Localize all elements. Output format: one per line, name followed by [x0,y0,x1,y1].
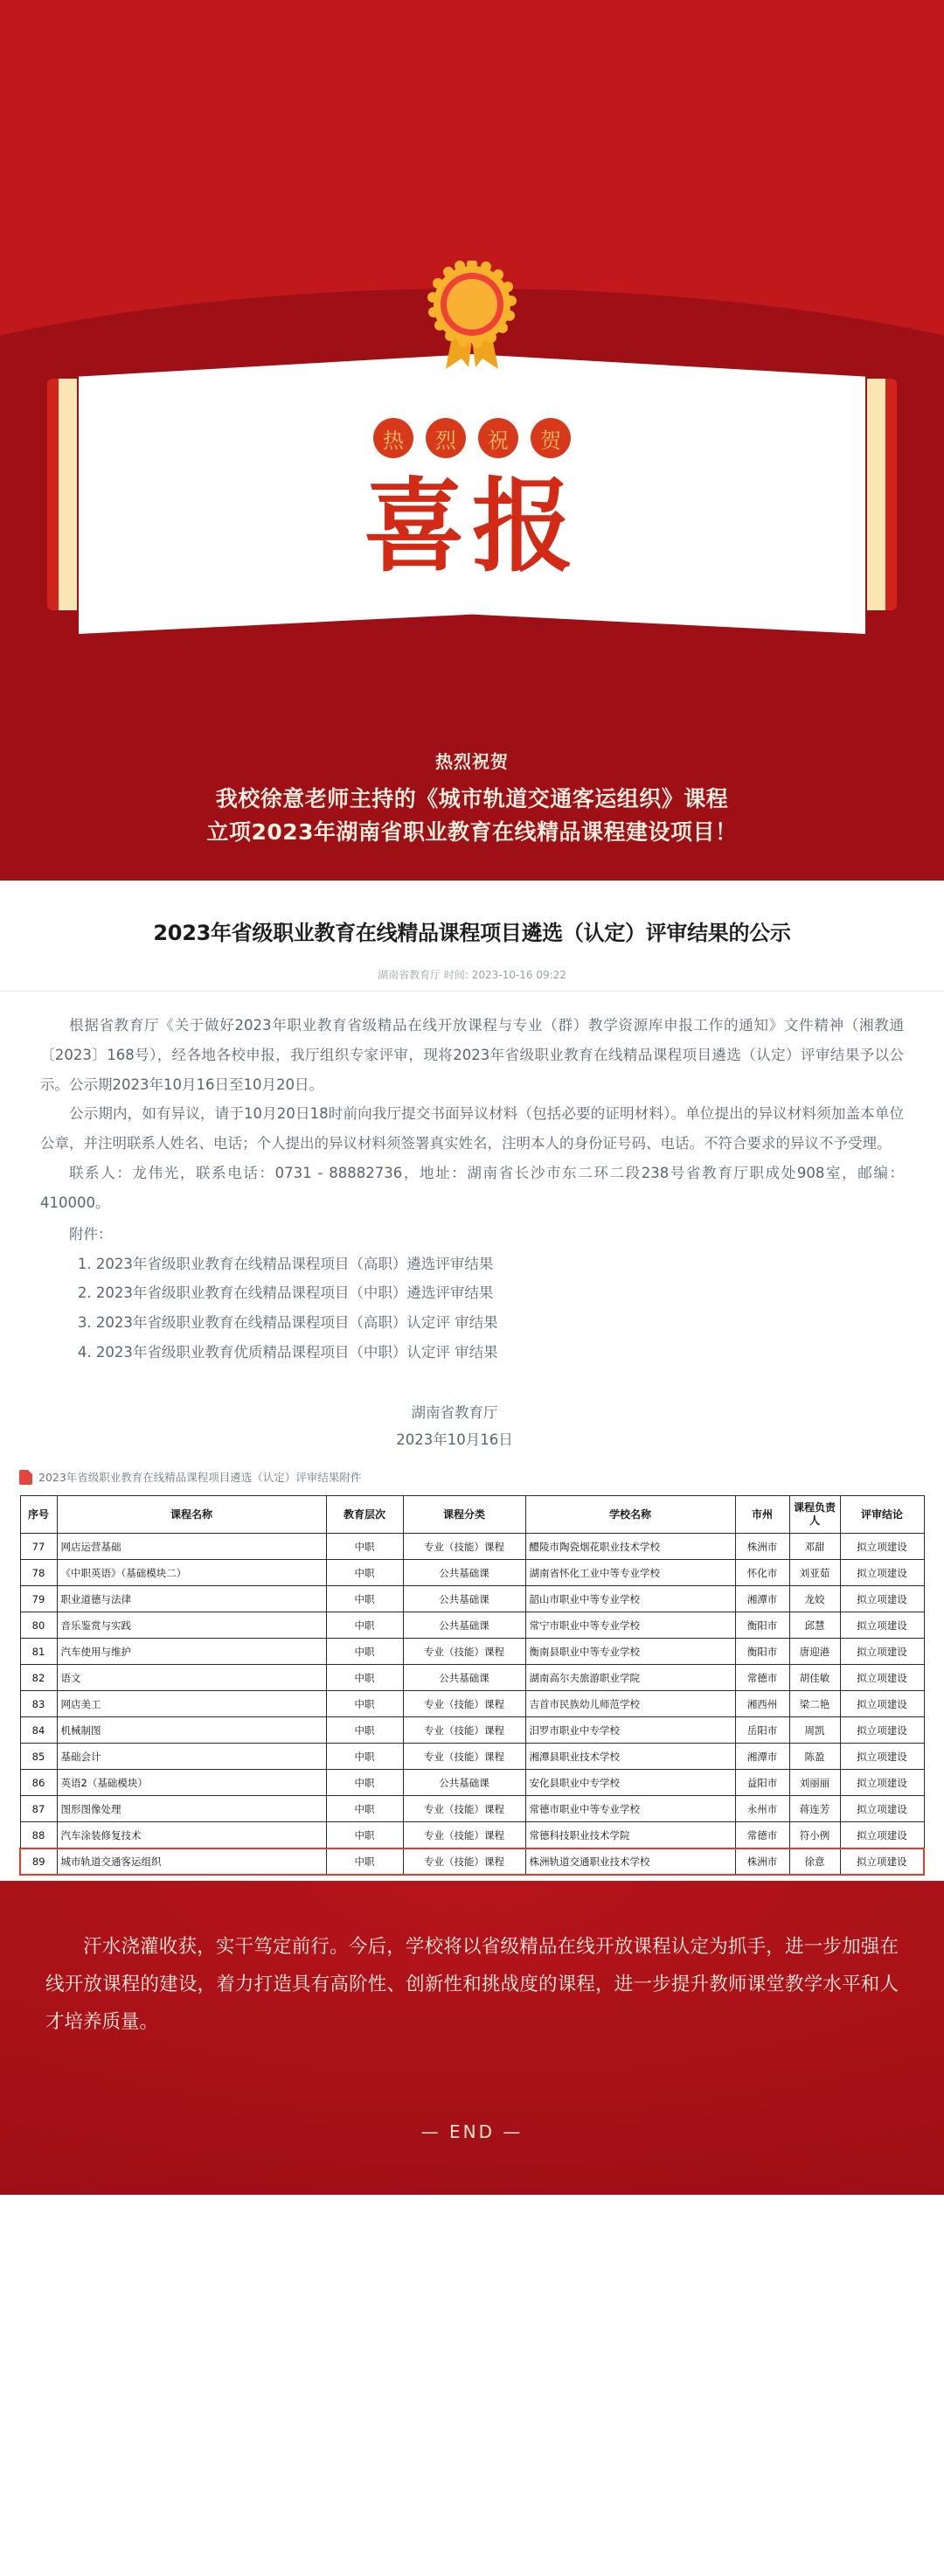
cell-name: 《中职英语》（基础模块二） [57,1560,326,1586]
hero-subtitle-line-1: 热烈祝贺 [435,751,509,772]
congrats-badge-4: 贺 [531,418,571,458]
attachment-file-link[interactable] [0,1453,944,1485]
cell-city: 湘西州 [735,1691,789,1717]
document-meta [0,967,944,992]
cell-owner: 唐迎港 [789,1639,840,1665]
cell-result: 拟立项建设 [840,1770,924,1796]
cell-city: 株洲市 [735,1848,789,1875]
notice-document [0,881,944,1881]
cell-school: 韶山市职业中等专业学校 [525,1586,735,1612]
cell-level: 中职 [326,1717,403,1744]
cell-category: 公共基础课 [403,1612,525,1639]
cell-owner: 邓甜 [789,1534,840,1560]
cell-result: 拟立项建设 [840,1586,924,1612]
cell-owner: 蒋连芳 [789,1796,840,1822]
cell-result: 拟立项建设 [840,1717,924,1744]
cell-owner: 邱慧 [789,1612,840,1639]
cell-level: 中职 [326,1586,403,1612]
cell-owner: 刘丽丽 [789,1770,840,1796]
attachments-label: 附件： [69,1225,113,1243]
cell-level: 中职 [326,1639,403,1665]
col-header-city: 市州 [735,1496,789,1534]
cell-owner: 陈盈 [789,1744,840,1770]
cell-city: 常德市 [735,1822,789,1848]
signature-date: 2023年10月16日 [396,1431,513,1449]
cell-result: 拟立项建设 [840,1560,924,1586]
cell-result: 拟立项建设 [840,1612,924,1639]
cell-owner: 龙姣 [789,1586,840,1612]
table-row [20,1822,924,1848]
cell-name: 汽车涂装修复技术 [57,1822,326,1848]
cell-owner: 胡佳敏 [789,1665,840,1691]
table-row [20,1586,924,1612]
cell-name: 图形图像处理 [57,1796,326,1822]
cell-city: 永州市 [735,1796,789,1822]
cell-result: 拟立项建设 [840,1744,924,1770]
signature-org: 湖南省教育厅 [411,1403,498,1421]
cell-name: 网店运营基础 [57,1534,326,1560]
pdf-file-icon [19,1470,32,1485]
cell-school: 湘潭县职业技术学校 [525,1744,735,1770]
col-header-category: 课程分类 [403,1496,525,1534]
cell-index: 79 [20,1586,57,1612]
cell-city: 怀化市 [735,1560,789,1586]
cell-city: 益阳市 [735,1770,789,1796]
document-attachment-list [40,1220,904,1368]
table-row [20,1560,924,1586]
document-source: 湖南省教育厅 [378,969,441,981]
cell-owner: 符小例 [789,1822,840,1848]
cell-index: 77 [20,1534,57,1560]
cell-name: 基础会计 [57,1744,326,1770]
cell-level: 中职 [326,1534,403,1560]
table-row [20,1770,924,1796]
cell-level: 中职 [326,1665,403,1691]
document-title: 2023年省级职业教育在线精品课程项目遴选（认定）评审结果的公示 [153,921,791,945]
cell-result: 拟立项建设 [840,1796,924,1822]
cell-index: 80 [20,1612,57,1639]
footer-section [0,1881,944,2195]
cell-city: 衡阳市 [735,1639,789,1665]
document-signature [40,1399,904,1454]
document-paragraph-1: 根据省教育厅《关于做好2023年职业教育省级精品在线开放课程与专业（群）教学资源库申报工作的通知》文件精神（湘教通〔2023〕168号），经各地各校申报，我厅组织专家评审，现将2023年省级职业教育在线精品课程项目遴选（认定）评审结果予以公示。公示期2023年10月16日至10月20日。 [40,1017,904,1093]
cell-school: 醴陵市陶瓷烟花职业技术学校 [525,1534,735,1560]
cell-owner: 梁二艳 [789,1691,840,1717]
cell-owner: 刘亚茹 [789,1560,840,1586]
attachment-file-name[interactable]: 2023年省级职业教育在线精品课程项目遴选（认定）评审结果附件 [38,1471,362,1485]
cell-index: 88 [20,1822,57,1848]
cell-category: 专业（技能）课程 [403,1744,525,1770]
cell-index: 78 [20,1560,57,1586]
hero-subtitle-block [0,748,944,848]
cell-school: 常宁市职业中等专业学校 [525,1612,735,1639]
table-row [20,1717,924,1744]
document-time-value: 2023-10-16 09:22 [471,969,566,981]
table-row [20,1665,924,1691]
hero-title: 喜报 [364,468,580,586]
table-row [20,1691,924,1717]
cell-school: 株洲轨道交通职业技术学校 [525,1848,735,1875]
cell-index: 81 [20,1639,57,1665]
cell-index: 86 [20,1770,57,1796]
cell-school: 常德科技职业技术学院 [525,1822,735,1848]
cell-result: 拟立项建设 [840,1691,924,1717]
cell-school: 衡南县职业中等专业学校 [525,1639,735,1665]
results-table-body [20,1534,924,1875]
cell-index: 83 [20,1691,57,1717]
cell-index: 82 [20,1665,57,1691]
document-paragraph-3: 联系人：龙伟光，联系电话：0731 - 88882736，地址：湖南省长沙市东二环二段238号省教育厅职成处908室，邮编：410000。 [40,1165,904,1211]
table-row [20,1612,924,1639]
cell-category: 公共基础课 [403,1586,525,1612]
document-time-label: 时间: [443,969,469,981]
col-header-owner: 课程负责人 [789,1496,840,1534]
table-row [20,1744,924,1770]
congrats-badge-row [373,418,571,458]
award-medal-icon [427,261,517,372]
cell-category: 专业（技能）课程 [403,1639,525,1665]
hero-subtitle-line-3: 立项2023年湖南省职业教育在线精品课程建设项目！ [206,818,738,845]
cell-index: 84 [20,1717,57,1744]
cell-school: 湖南高尔夫旅游职业学院 [525,1665,735,1691]
cell-category: 专业（技能）课程 [403,1691,525,1717]
cell-city: 常德市 [735,1665,789,1691]
cell-result: 拟立项建设 [840,1822,924,1848]
attachment-item-2: 2. 2023年省级职业教育在线精品课程项目（中职）遴选评审结果 [77,1285,494,1302]
table-row [20,1639,924,1665]
cell-city: 株洲市 [735,1534,789,1560]
cell-result: 拟立项建设 [840,1848,924,1875]
hero-banner [0,0,944,881]
cell-city: 湘潭市 [735,1586,789,1612]
cell-level: 中职 [326,1612,403,1639]
cell-result: 拟立项建设 [840,1639,924,1665]
end-marker: — END — [420,2120,524,2142]
cell-school: 常德市职业中等专业学校 [525,1796,735,1822]
cell-name: 汽车使用与维护 [57,1639,326,1665]
table-row [20,1848,924,1875]
cell-city: 湘潭市 [735,1744,789,1770]
cell-school: 湖南省怀化工业中等专业学校 [525,1560,735,1586]
cell-index: 85 [20,1744,57,1770]
congrats-badge-2: 烈 [426,418,466,458]
hero-subtitle-line-2: 我校徐意老师主持的《城市轨道交通客运组织》课程 [215,786,729,811]
cell-category: 公共基础课 [403,1560,525,1586]
cell-city: 衡阳市 [735,1612,789,1639]
document-body [0,992,944,1453]
document-paragraph-2: 公示期内，如有异议，请于10月20日18时前向我厅提交书面异议材料（包括必要的证明材料）。单位提出的异议材料须加盖本单位公章，并注明联系人姓名、电话；个人提出的异议材料须签署真实姓名，注明本人的身份证号码、电话。不符合要求的异议不予受理。 [40,1105,904,1152]
cell-city: 岳阳市 [735,1717,789,1744]
cell-level: 中职 [326,1822,403,1848]
footer-text: 汗水浇灌收获，实干笃定前行。今后，学校将以省级精品在线开放课程认定为抓手，进一步加强在线开放课程的建设，着力打造具有高阶性、创新性和挑战度的课程，进一步提升教师课堂教学水平和人才培养质量。 [45,1935,899,2033]
cell-owner: 周凯 [789,1717,840,1744]
cell-school: 吉首市民族幼儿师范学校 [525,1691,735,1717]
cell-category: 专业（技能）课程 [403,1848,525,1875]
cell-name: 机械制图 [57,1717,326,1744]
cell-owner: 徐意 [789,1848,840,1875]
cell-category: 专业（技能）课程 [403,1534,525,1560]
col-header-school: 学校名称 [525,1496,735,1534]
cell-category: 公共基础课 [403,1770,525,1796]
attachment-item-3: 3. 2023年省级职业教育在线精品课程项目（高职）认定评 审结果 [77,1314,498,1332]
cell-category: 专业（技能）课程 [403,1796,525,1822]
col-header-level: 教育层次 [326,1496,403,1534]
cell-name: 职业道德与法律 [57,1586,326,1612]
cell-level: 中职 [326,1848,403,1875]
attachment-item-1: 1. 2023年省级职业教育在线精品课程项目（高职）遴选评审结果 [77,1255,494,1272]
col-header-result: 评审结论 [840,1496,924,1534]
results-table [19,1495,925,1876]
cell-level: 中职 [326,1691,403,1717]
table-header-row [20,1496,924,1534]
cell-name: 网店美工 [57,1691,326,1717]
results-table-wrapper [0,1485,944,1876]
congrats-badge-1: 热 [373,418,413,458]
cell-level: 中职 [326,1796,403,1822]
cell-result: 拟立项建设 [840,1665,924,1691]
congrats-badge-3: 祝 [478,418,518,458]
cell-result: 拟立项建设 [840,1534,924,1560]
col-header-index: 序号 [20,1496,57,1534]
cell-name: 音乐鉴赏与实践 [57,1612,326,1639]
cell-school: 汨罗市职业中专学校 [525,1717,735,1744]
cell-category: 专业（技能）课程 [403,1717,525,1744]
cell-category: 专业（技能）课程 [403,1822,525,1848]
cell-level: 中职 [326,1770,403,1796]
cell-name: 城市轨道交通客运组织 [57,1848,326,1875]
col-header-name: 课程名称 [57,1496,326,1534]
table-row [20,1534,924,1560]
table-row [20,1796,924,1822]
attachment-item-4: 4. 2023年省级职业教育优质精品课程项目（中职）认定评 审结果 [77,1343,498,1361]
cell-name: 语文 [57,1665,326,1691]
cell-level: 中职 [326,1744,403,1770]
cell-index: 87 [20,1796,57,1822]
cell-name: 英语2（基础模块） [57,1770,326,1796]
cell-school: 安化县职业中专学校 [525,1770,735,1796]
cell-level: 中职 [326,1560,403,1586]
cell-index: 89 [20,1848,57,1875]
cell-category: 公共基础课 [403,1665,525,1691]
